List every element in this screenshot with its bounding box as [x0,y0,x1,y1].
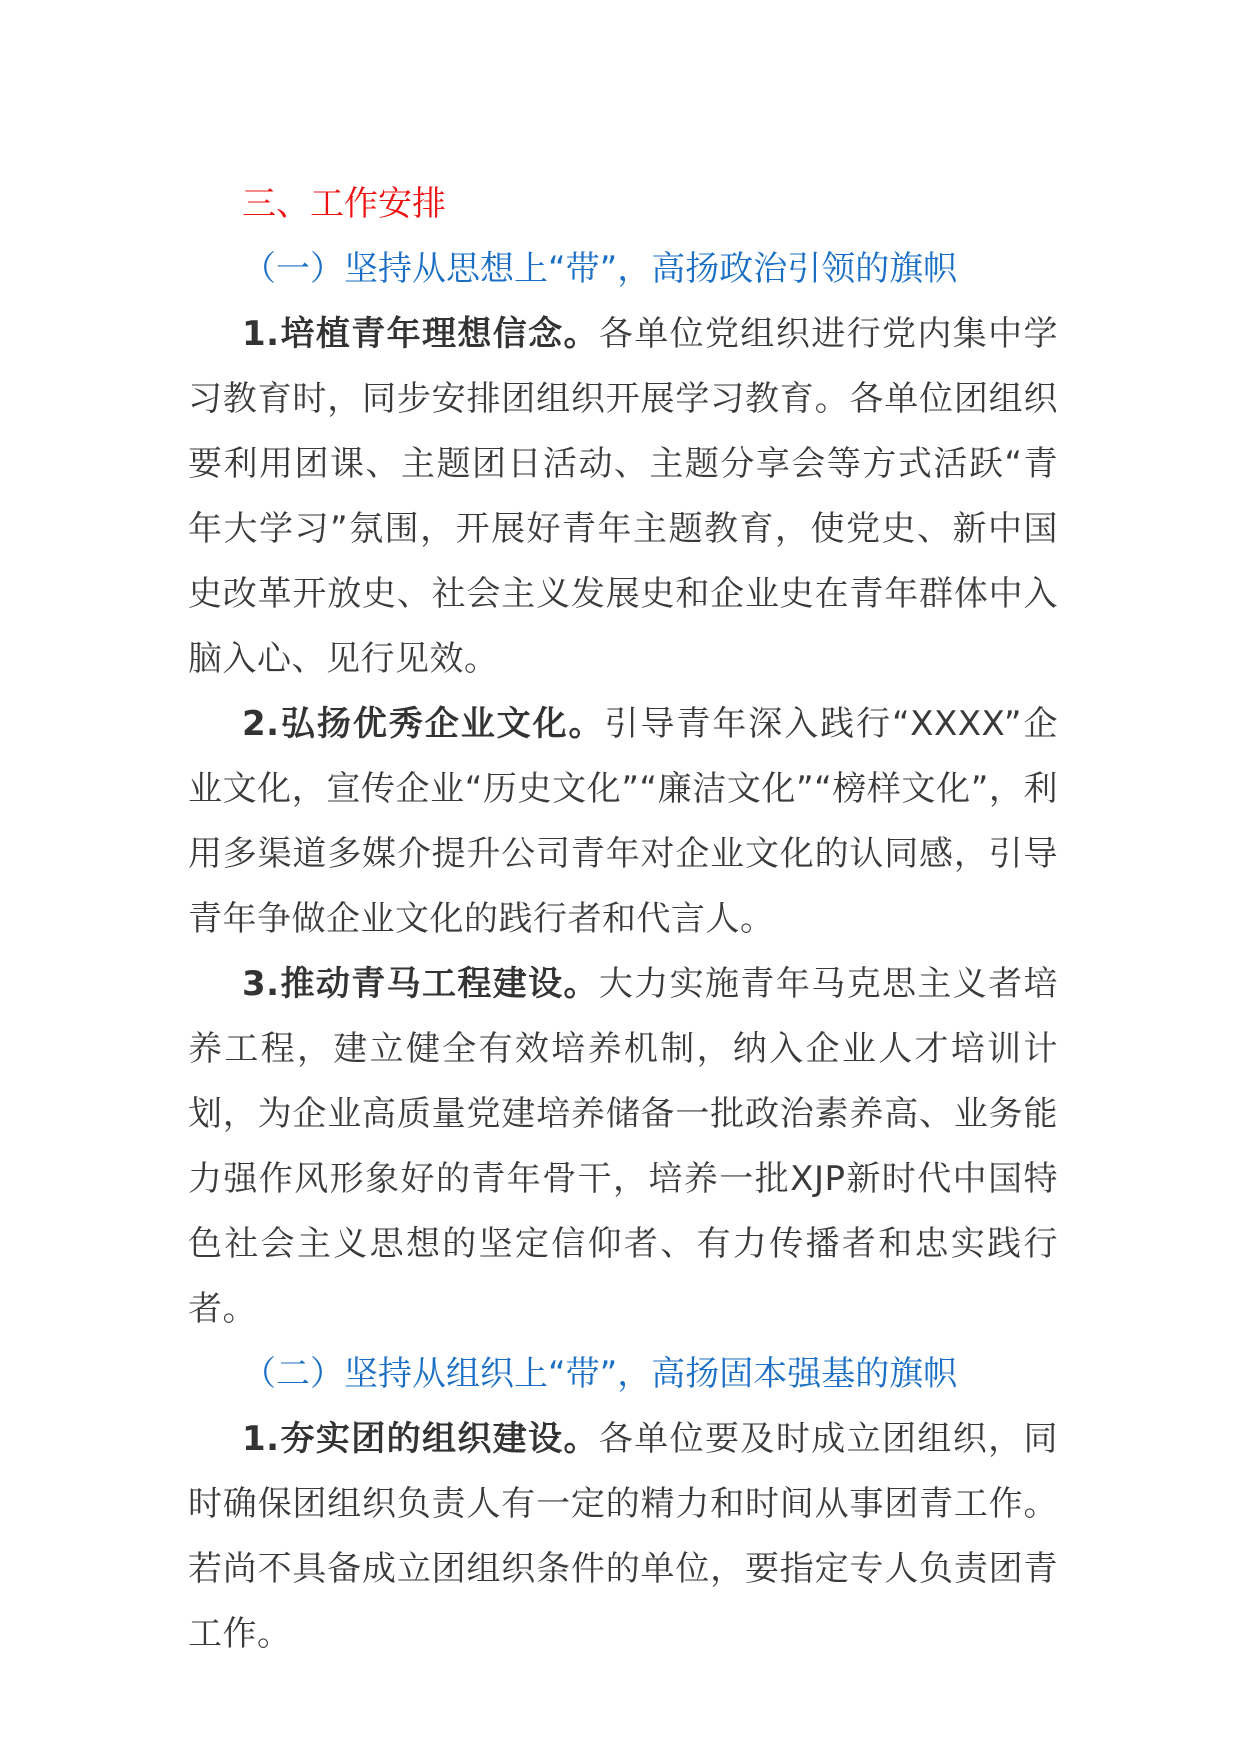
paragraph-lead: 1.夯实团的组织建设。 [242,1419,599,1459]
subsection-title-1: （一）坚持从思想上“带”，高扬政治引领的旗帜 [242,249,958,289]
paragraph-body: 各单位党组织进行党内集中学习教育时，同步安排团组织开展学习教育。各单位团组织要利用团课、主题团日活动、主题分享会等方式活跃“青年大学习”氛围，开展好青年主题教育，使党史、新中国史改革开放史、社会主义发展史和企业史在青年群体中入脑入心、见行见效。 [188,314,1058,679]
section-heading: 三、工作安排 [242,184,446,224]
paragraph-1-3 [188,952,1058,1342]
paragraph-body: 引导青年深入践行“XXXX”企业文化，宣传企业“历史文化”“廉洁文化”“榜样文化”，利用多渠道多媒介提升公司青年对企业文化的认同感，引导青年争做企业文化的践行者和代言人。 [188,704,1058,939]
document-content [188,172,1058,1667]
paragraph-1-1 [188,302,1058,692]
paragraph-body: 大力实施青年马克思主义者培养工程，建立健全有效培养机制，纳入企业人才培训计划，为企业高质量党建培养储备一批政治素养高、业务能力强作风形象好的青年骨干，培养一批XJP新时代中国特色社会主义思想的坚定信仰者、有力传播者和忠实践行者。 [188,964,1058,1329]
paragraph-2-1 [188,1407,1058,1667]
paragraph-body: 各单位要及时成立团组织，同时确保团组织负责人有一定的精力和时间从事团青工作。若尚不具备成立团组织条件的单位，要指定专人负责团青工作。 [188,1419,1058,1654]
paragraph-lead: 1.培植青年理想信念。 [242,314,599,354]
paragraph-1-2 [188,692,1058,952]
paragraph-lead: 2.弘扬优秀企业文化。 [242,704,605,744]
paragraph-lead: 3.推动青马工程建设。 [242,964,599,1004]
subsection-title-2: （二）坚持从组织上“带”，高扬固本强基的旗帜 [242,1354,958,1394]
